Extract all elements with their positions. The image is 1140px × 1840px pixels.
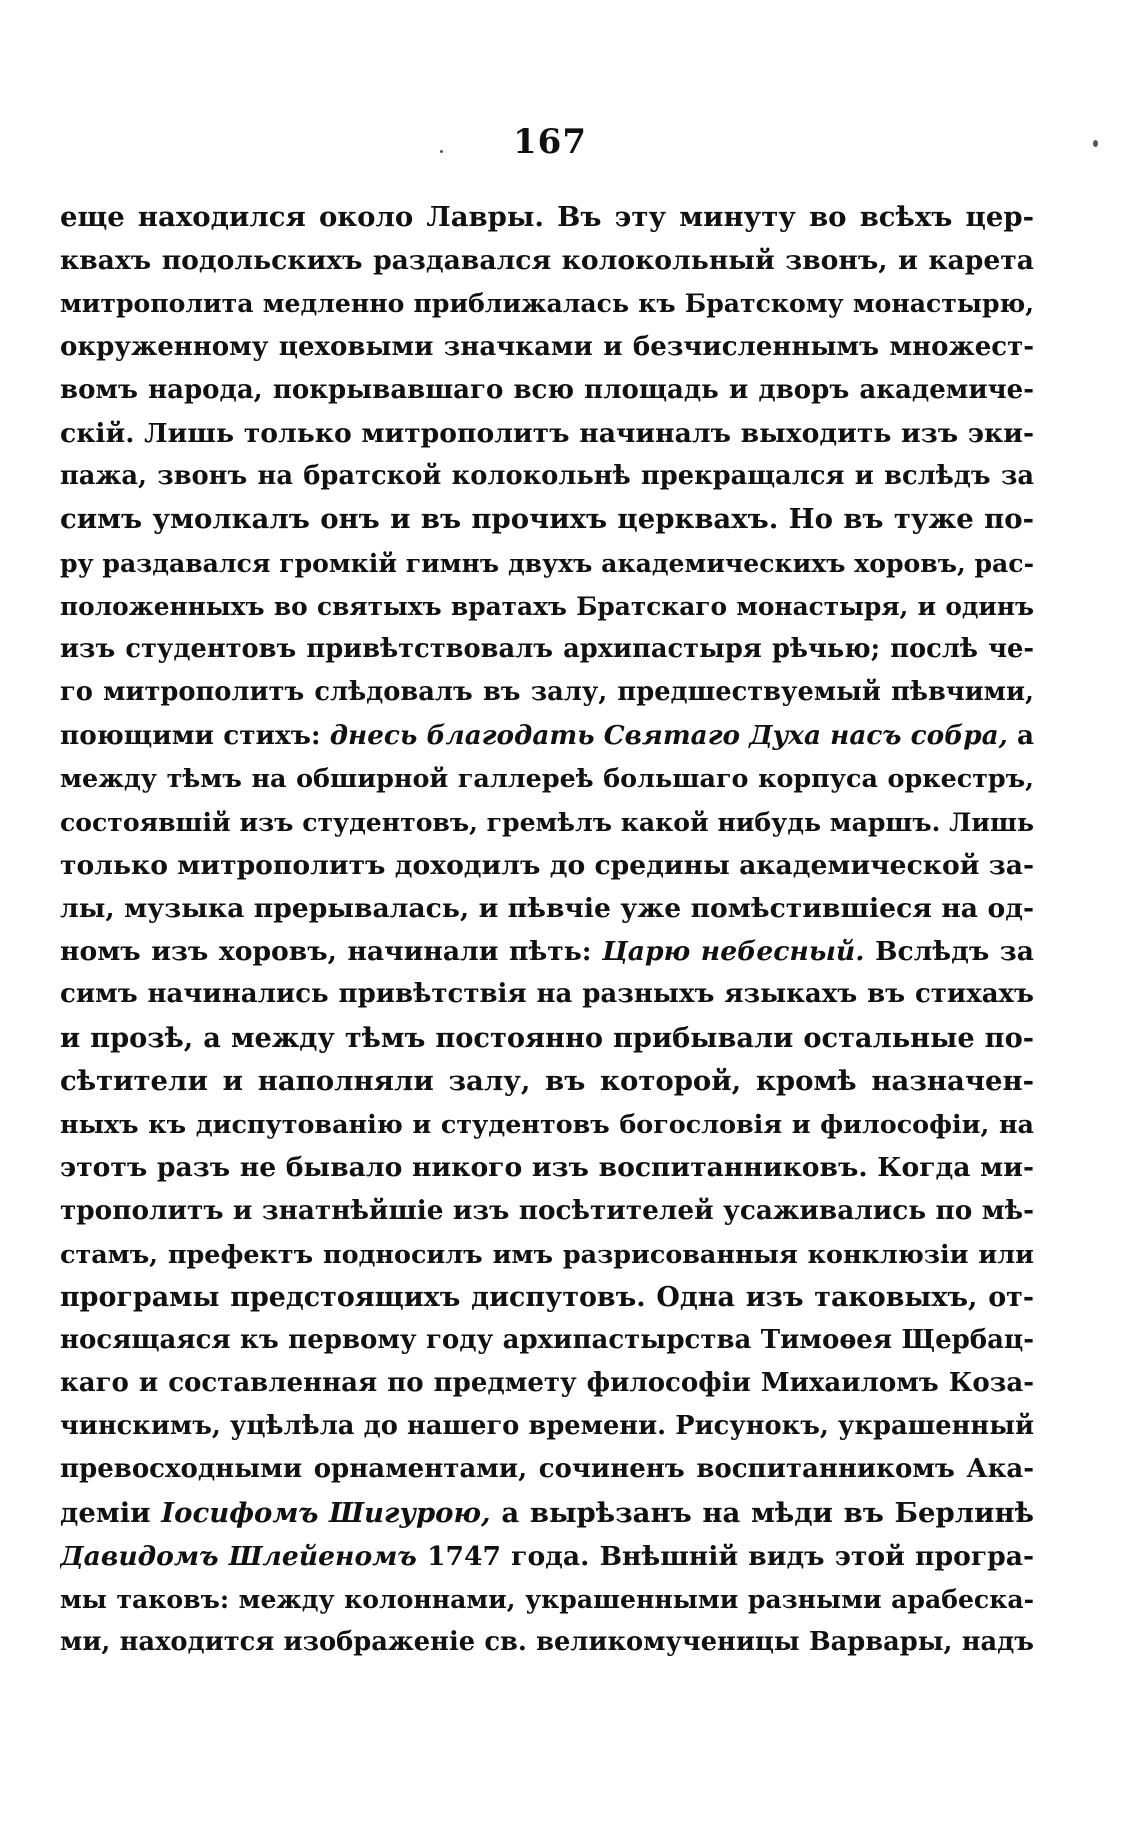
- text-run: превосходными орнаментами, сочиненъ воспитанникомъ Ака-: [60, 1454, 1034, 1485]
- text-run: пажа, звонъ на братской колокольнѣ прекращался и вслѣдъ за: [60, 461, 1034, 492]
- text-run: чинскимъ, уцѣлѣла до нашего времени. Рисунокъ, украшенный: [60, 1411, 1034, 1442]
- text-run: а: [1007, 720, 1034, 752]
- text-line: [60, 1233, 1034, 1276]
- text-line: [60, 1319, 1034, 1362]
- text-run: а вырѣзанъ на мѣди въ Берлинѣ: [490, 1496, 1034, 1529]
- text-run: трополитъ и знатнѣйшіе изъ посѣтителей усаживались по мѣ-: [60, 1195, 1034, 1227]
- text-run: ныхъ къ диспутованію и студентовъ богословія и философіи, на: [60, 1108, 1034, 1139]
- text-run: деміи: [60, 1496, 162, 1529]
- text-line: [60, 1017, 1034, 1060]
- text-line: [60, 326, 1034, 369]
- text-run: между тѣмъ на обширной галлереѣ большаго корпуса оркестръ,: [60, 763, 1034, 794]
- text-run: еще находился около Лавры. Въ эту минуту во всѣхъ цер-: [60, 201, 1034, 233]
- text-run: номъ изъ хоровъ, начинали пѣть:: [60, 936, 603, 968]
- text-line: [60, 498, 1034, 541]
- italic-text: днесь благодать Святаго Духа насъ собра,: [329, 720, 1008, 752]
- text-line: [60, 1276, 1034, 1319]
- text-line: [60, 1146, 1034, 1189]
- text-run: состоявшій изъ студентовъ, гремѣлъ какой нибудь маршъ. Лишь: [60, 806, 1034, 837]
- italic-text: Давидомъ Шлейеномъ: [60, 1540, 417, 1572]
- text-run: каго и составленная по предмету философіи Михаиломъ Коза-: [60, 1368, 1034, 1399]
- text-run: митрополита медленно приближалась къ Братскому монастырю,: [60, 288, 1034, 319]
- text-line: [60, 844, 1034, 887]
- text-line: [60, 585, 1034, 628]
- text-line: [60, 1189, 1034, 1232]
- text-run: положенныхъ во святыхъ вратахъ Братскаго монастыря, и одинъ: [60, 591, 1034, 621]
- text-run: стамъ, префектъ подносилъ имъ разрисованныя конклюзіи или: [60, 1238, 1034, 1269]
- text-line: [60, 930, 1034, 973]
- text-line: [60, 455, 1034, 498]
- text-run: изъ студентовъ привѣтствовалъ архипастыря рѣчью; послѣ че-: [60, 633, 1034, 664]
- text-line: [60, 801, 1034, 844]
- text-run: поющими стихъ:: [60, 720, 330, 752]
- text-line: [60, 671, 1034, 714]
- text-line: [60, 1448, 1034, 1491]
- text-line: [60, 887, 1034, 930]
- print-speck: [440, 150, 443, 153]
- text-run: лы, музыка прерывалась, и пѣвчіе уже помѣстившіеся на од-: [60, 893, 1034, 924]
- text-line: [60, 714, 1034, 757]
- text-run: носящаяся къ первому году архипастырства Тимоѳея Щербац-: [60, 1324, 1034, 1355]
- text-line: [60, 1362, 1034, 1405]
- text-run: вомъ народа, покрывавшаго всю площадь и дворъ академиче-: [60, 374, 1034, 405]
- print-speck: [1093, 140, 1098, 147]
- text-run: ми, находится изображеніе св. великомученицы Варвары, надъ: [60, 1627, 1034, 1658]
- text-run: мы таковъ: между колоннами, украшенными разными арабеска-: [60, 1584, 1034, 1614]
- text-run: этотъ разъ не бывало никого изъ воспитанниковъ. Когда ми-: [60, 1152, 1034, 1184]
- text-line: [60, 1103, 1034, 1146]
- text-run: го митрополитъ слѣдовалъ въ залу, предшествуемый пѣвчими,: [60, 677, 1034, 708]
- text-run: програмы предстоящихъ диспутовъ. Одна изъ таковыхъ, от-: [60, 1281, 1034, 1313]
- text-line: [60, 196, 1034, 239]
- text-line: [60, 757, 1034, 800]
- text-line: [60, 1535, 1034, 1578]
- body-text: [60, 196, 1034, 1664]
- text-line: [60, 239, 1034, 282]
- text-line: [60, 542, 1034, 585]
- text-run: и прозѣ, а между тѣмъ постоянно прибывали остальные по-: [60, 1021, 1034, 1054]
- italic-text: Царю небесный.: [602, 936, 865, 968]
- text-run: 1747 года. Внѣшній видъ этой програ-: [416, 1540, 1034, 1572]
- text-run: окруженному цеховыми значками и безчисленнымъ множест-: [60, 331, 1034, 362]
- text-line: [60, 1621, 1034, 1664]
- text-line: [60, 973, 1034, 1016]
- text-run: Вслѣдъ за: [864, 936, 1034, 968]
- text-line: [60, 1578, 1034, 1621]
- text-run: ру раздавался громкій гимнъ двухъ академическихъ хоровъ, рас-: [60, 547, 1034, 578]
- text-run: симъ начинались привѣтствія на разныхъ языкахъ въ стихахъ: [60, 979, 1034, 1010]
- text-line: [60, 1060, 1034, 1103]
- text-line: [60, 1492, 1034, 1535]
- text-line: [60, 1405, 1034, 1448]
- text-run: симъ умолкалъ онъ и въ прочихъ церквахъ. Но въ туже по-: [60, 503, 1034, 536]
- text-run: только митрополитъ доходилъ до средины академической за-: [60, 849, 1034, 881]
- text-line: [60, 369, 1034, 412]
- page-number: 167: [513, 122, 587, 162]
- text-line: [60, 412, 1034, 455]
- text-run: сѣтители и наполняли залу, въ которой, кромѣ назначен-: [60, 1064, 1034, 1097]
- text-run: квахъ подольскихъ раздавался колокольный звонъ, и карета: [60, 245, 1034, 277]
- italic-text: Іосифомъ Шигурою,: [161, 1496, 491, 1529]
- text-line: [60, 628, 1034, 671]
- text-run: скій. Лишь только митрополитъ начиналъ выходить изъ эки-: [60, 417, 1034, 449]
- text-line: [60, 282, 1034, 325]
